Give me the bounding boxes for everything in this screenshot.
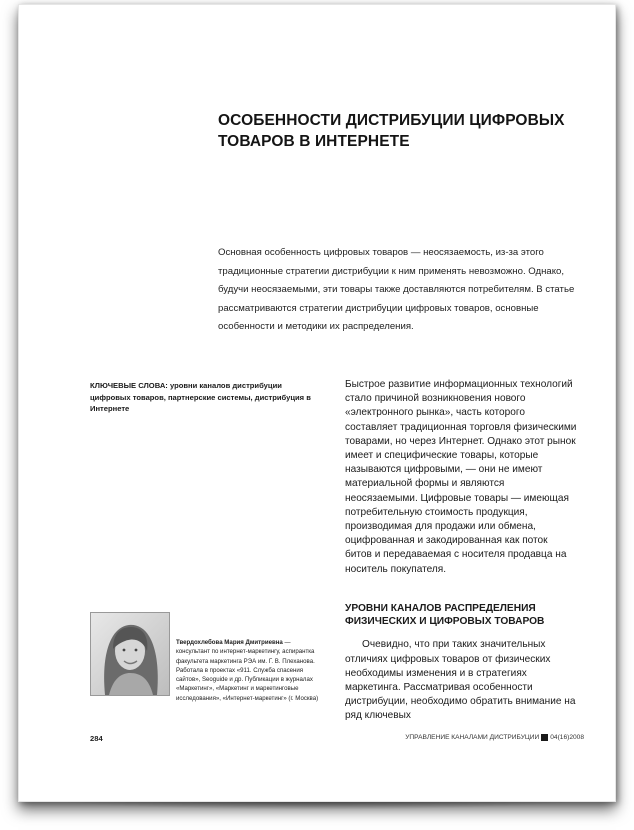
- article-abstract: Основная особенность цифровых товаров — неосязаемость, из-за этого традиционные стратегии дистрибуции к ним применять невозможно. Однако, будучи неосязаемыми, эти товары также доставляются потребителям. В статье рассматриваются стратегии дистрибуции цифровых товаров, основные особенности и методики их распределения.: [218, 247, 575, 333]
- square-bullet-icon: [541, 734, 548, 741]
- section-heading: УРОВНИ КАНАЛОВ РАСПРЕДЕЛЕНИЯ ФИЗИЧЕСКИХ И ЦИФРОВЫХ ТОВАРОВ: [345, 602, 545, 627]
- author-name: Твердохлебова Мария Дмитриевна: [176, 639, 283, 646]
- author-description: — консультант по интернет-маркетингу, аспирантка факультета маркетинга РЭА им. Г. В. Плеханова. Работала в проектах «911. Служба спасения сайтов», Seoguide и др. Публикации в журналах «Маркетинг», «Маркетинг и маркетинговые исследования», «Интернет-маркетинг» (г. Москва): [176, 639, 319, 702]
- journal-section: УПРАВЛЕНИЕ КАНАЛАМИ ДИСТРИБУЦИИ: [405, 734, 540, 741]
- author-portrait-image: [91, 613, 169, 695]
- body-paragraph-2: Очевидно, что при таких значительных отличиях цифровых товаров от физических необходимы изменения и в стратегиях маркетинга. Рассматривая особенности дистрибуции, необходимо обратить внимание на ряд ключевых: [345, 639, 576, 722]
- author-photo: [90, 612, 170, 696]
- body-column: [345, 378, 577, 724]
- issue-number: 04(16)2008: [550, 734, 584, 741]
- keywords: КЛЮЧЕВЫЕ СЛОВА: уровни каналов дистрибуции цифровых товаров, партнерские системы, дистрибуция в Интернете: [90, 381, 311, 413]
- page-number: 284: [90, 734, 103, 743]
- running-footer: [405, 734, 584, 741]
- body-paragraph-1: Быстрое развитие информационных технологий стало причиной возникновения нового «электронного рынка», часть которого составляет традиционная торговля физическими товарами, но через Интернет. Однако этот рынок имеет и специфические товары, которые называются цифровыми, — они не имеют материальной формы и являются неосязаемыми. Цифровые товары — имеющая потребительную стоимость продукция, производимая для продажи или обмена, оцифрованная и закодированная как поток битов и передаваемая с носителя продавца на носитель покупателя.: [345, 379, 577, 575]
- article-title: ОСОБЕННОСТИ ДИСТРИБУЦИИ ЦИФРОВЫХ ТОВАРОВ В ИНТЕРНЕТЕ: [218, 112, 565, 150]
- author-bio: [176, 638, 320, 703]
